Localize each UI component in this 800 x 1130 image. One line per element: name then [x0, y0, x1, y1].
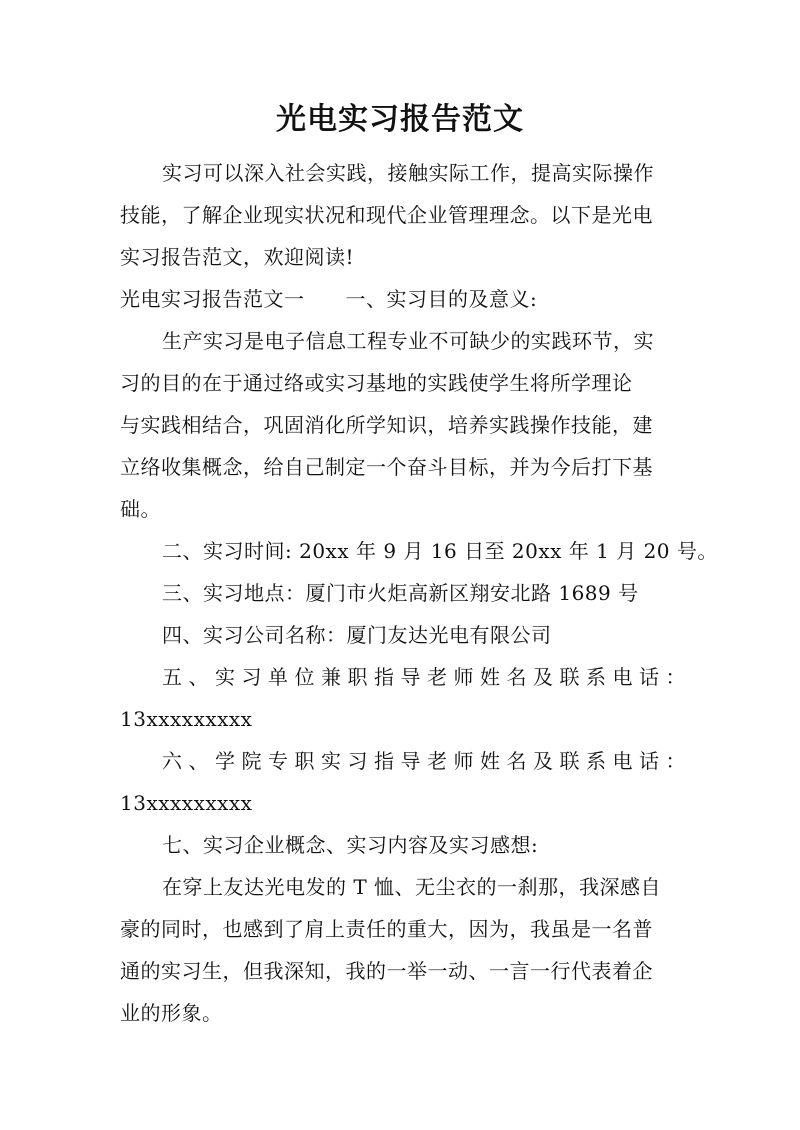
paragraph-line: 技能，了解企业现实状况和现代企业管理理念。以下是光电	[120, 203, 653, 227]
paragraph-line: 五、实习单位兼职指导老师姓名及联系电话：	[162, 665, 692, 689]
paragraph-line: 七、实习企业概念、实习内容及实习感想:	[162, 833, 539, 857]
paragraph-line: 业的形象。	[120, 1001, 223, 1025]
paragraph-line: 习的目的在于通过络或实习基地的实践使学生将所学理论	[120, 371, 633, 395]
paragraph-line: 实习报告范文，欢迎阅读!	[120, 245, 355, 269]
section-heading: 光电实习报告范文一 一、实习目的及意义:	[120, 287, 538, 311]
paragraph-line: 四、实习公司名称：厦门友达光电有限公司	[162, 623, 552, 647]
paragraph-line: 三、实习地点：厦门市火炬高新区翔安北路 1689 号	[162, 581, 639, 605]
paragraph-line: 础。	[120, 497, 161, 521]
paragraph-line: 13xxxxxxxxx	[120, 707, 253, 731]
paragraph-line: 生产实习是电子信息工程专业不可缺少的实践环节，实	[162, 329, 654, 353]
document-title: 光电实习报告范文	[276, 102, 524, 137]
paragraph-line: 立络收集概念，给自己制定一个奋斗目标，并为今后打下基	[120, 455, 653, 479]
paragraph-line: 13xxxxxxxxx	[120, 791, 253, 815]
paragraph-line: 二、实习时间: 20xx 年 9 月 16 日至 20xx 年 1 月 20 号。	[162, 539, 718, 563]
paragraph-line: 在穿上友达光电发的 T 恤、无尘衣的一刹那，我深感自	[162, 875, 662, 899]
paragraph-line: 实习可以深入社会实践，接触实际工作，提高实际操作	[162, 161, 654, 185]
paragraph-line: 通的实习生，但我深知，我的一举一动、一言一行代表着企	[120, 959, 653, 983]
paragraph-line: 豪的同时，也感到了肩上责任的重大，因为，我虽是一名普	[120, 917, 653, 941]
paragraph-line: 与实践相结合，巩固消化所学知识，培养实践操作技能，建	[120, 413, 653, 437]
paragraph-line: 六、学院专职实习指导老师姓名及联系电话：	[162, 749, 692, 773]
